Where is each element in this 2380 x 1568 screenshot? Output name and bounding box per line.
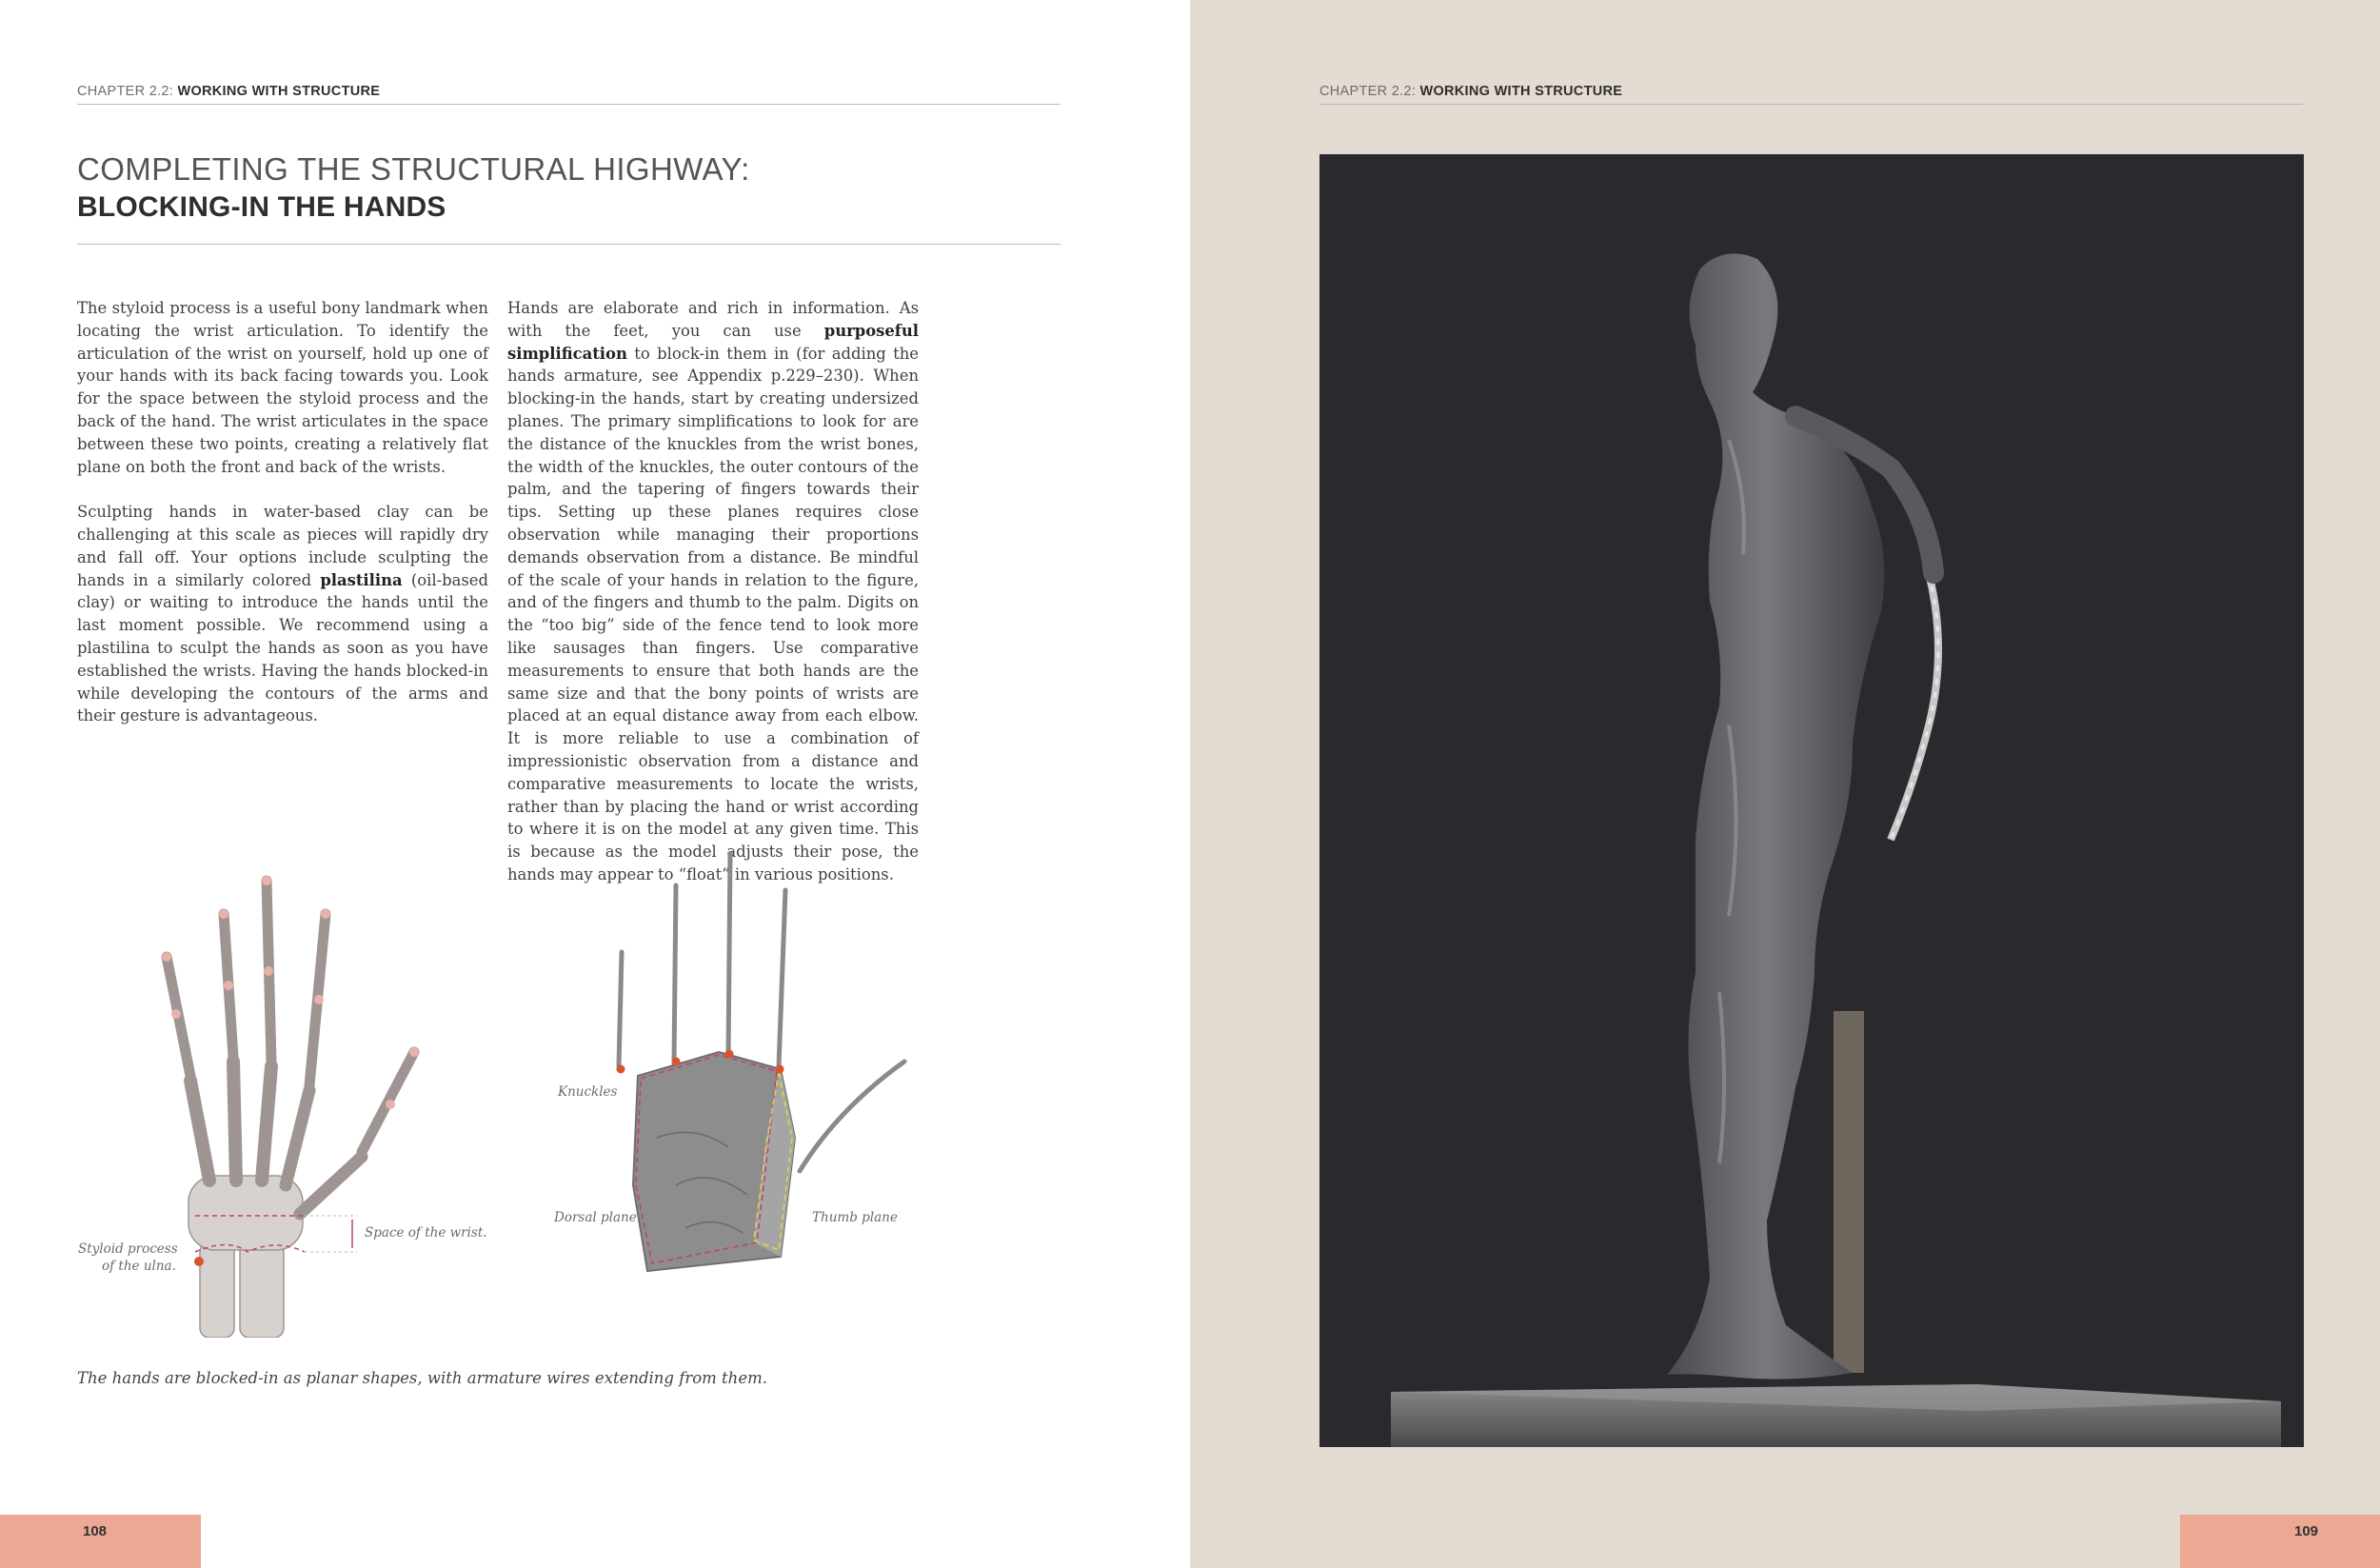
figure-caption: The hands are blocked-in as planar shapes, with armature wires extending from them. <box>77 1369 767 1387</box>
running-head-left <box>77 84 1061 105</box>
clay-figure-sculpture-image <box>1319 154 2304 1447</box>
text-span: (oil-based clay) or waiting to introduce the hands until the last moment possible. We recommend using a plastilina to sculpt the hands as soon as you have established the wrists. Having the hands blocked-in while developing the contours of the arms and their gesture is advantageous. <box>77 570 488 725</box>
page-number-text: 109 <box>2294 1523 2319 1539</box>
text-column-2 <box>507 297 919 909</box>
title-divider <box>77 244 1061 245</box>
paragraph <box>507 297 919 886</box>
hand-blockin-figure <box>543 852 923 1290</box>
title-bold: BLOCKING-IN THE HANDS <box>77 191 446 223</box>
page-title <box>77 150 1061 227</box>
label-knuckles: Knuckles <box>558 1084 618 1100</box>
paragraph: The styloid process is a useful bony landmark when locating the wrist articulation. To identify the articulation of the wrist on yourself, hold up one of your hands with its back facing towards you. Look for the space between the styloid process and the back of the hand. The wrist articulates in the space between these two points, creating a relatively flat plane on both the front and back of the wrists. <box>77 299 488 476</box>
running-head-section: WORKING WITH STRUCTURE <box>1419 84 1623 99</box>
running-head-chapter: CHAPTER 2.2: <box>77 84 174 99</box>
text-span: Sculpting hands in water-based clay can be challenging at this scale as pieces will rapidly dry and fall off. Your options include sculpting the hands in a similarly colored <box>77 503 488 589</box>
label-space-of-wrist: Space of the wrist. <box>365 1225 487 1241</box>
sculpture-photo <box>1319 154 2304 1447</box>
title-light: COMPLETING THE STRUCTURAL HIGHWAY: <box>77 151 750 187</box>
right-page <box>1190 0 2380 1568</box>
paragraph <box>77 501 488 727</box>
text-column-1 <box>77 297 488 750</box>
running-head-right <box>1319 84 2303 105</box>
label-dorsal-plane: Dorsal plane <box>554 1210 637 1225</box>
page-number-right <box>2180 1515 2380 1568</box>
hand-skeleton-figure <box>76 862 505 1338</box>
page-number-text: 108 <box>83 1523 108 1539</box>
bold-term: plastilina <box>320 570 403 589</box>
label-thumb-plane: Thumb plane <box>812 1210 898 1225</box>
running-head-chapter: CHAPTER 2.2: <box>1319 84 1417 99</box>
running-head-section: WORKING WITH STRUCTURE <box>177 84 381 99</box>
label-styloid-1: Styloid process <box>78 1241 178 1257</box>
label-styloid-2: of the ulna. <box>102 1259 176 1274</box>
text-span: to block-in them in (for adding the hands armature, see Appendix p.229–230). When blocking-in the hands, start by creating undersized planes. The primary simplifications to look for are the distance of the knuckles from the wrist bones, the width of the knuckles, the outer contours of the palm, and the tapering of fingers towards their tips. Setting up these planes requires close observation while managing their proportions demands observation from a distance. Be mindful of the scale of your hands in relation to the figure, and of the fingers and thumb to the palm. Digits on the “too big” side of the fence tend to look more like sausages than fingers. Use comparative measurements to ensure that both hands are the same size and that the bony points of wrists are placed at an equal distance away from each elbow. It is more reliable to use a combination of impressionistic observation from a distance and comparative measurements to locate the wrists, rather than by placing the hand or wrist according to where it is on the model at any given time. This is because as the model adjusts their pose, the hands may appear to “float” in various positions. <box>507 344 919 883</box>
page-number-left <box>0 1515 201 1568</box>
bold-term: purposeful simplification <box>507 321 919 363</box>
text-span: Hands are elaborate and rich in information. As with the feet, you can use <box>507 299 919 340</box>
